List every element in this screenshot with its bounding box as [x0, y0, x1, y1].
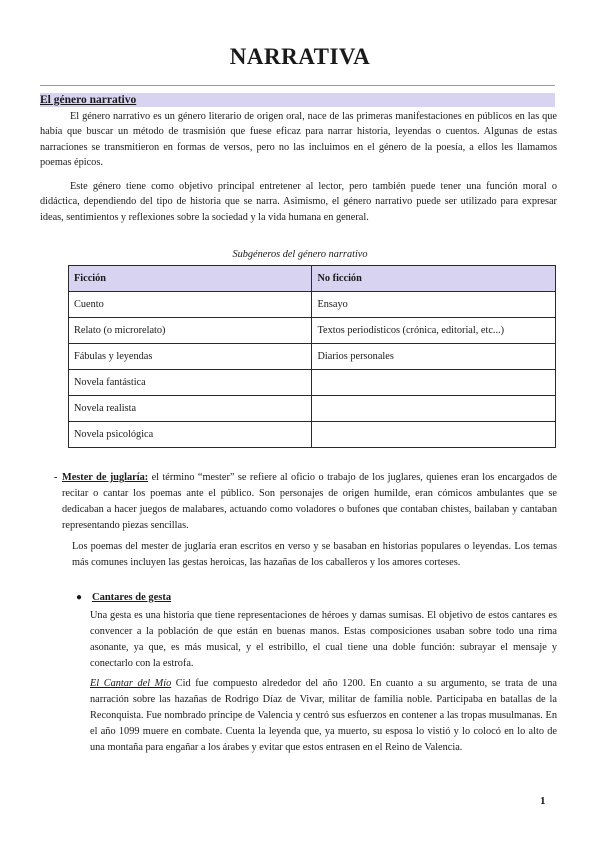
cantar-summary: Cid fue compuesto alrededor del año 1200. En cuanto a su argumento, se trata de una narración sobre las hazañas de Rodrigo Díaz de Vivar, militar de familia noble. Participaba en batallas de la Reconquista. Fue nombrado príncipe de Valencia y centró sus esfuerzos en contener a las tropas musulmanas. En el año 1099 muere en combate. Cuenta la leyenda que, ya muerto, su esposa lo vistió y lo colocó en lo alto de una montaña para engañar a los árabes y evitar que estos entrasen en el Reino de Valencia.: [90, 678, 557, 753]
mester-juglaria-paragraph: [54, 470, 557, 534]
page-number: 1: [540, 795, 546, 807]
header-ficcion: Ficción: [69, 266, 312, 292]
cantares-paragraph-2: [90, 676, 557, 756]
section-heading-text: El género narrativo: [40, 94, 137, 106]
bullet-icon: ●: [76, 592, 83, 603]
title-divider: [40, 85, 555, 86]
table-row: [69, 344, 556, 370]
table-cell: [312, 370, 556, 396]
table-cell: [312, 422, 556, 448]
table-cell: Textos periodísticos (crónica, editorial, etc...): [312, 318, 556, 344]
table-caption: Subgéneros del género narrativo: [232, 249, 368, 260]
table-row: [69, 370, 556, 396]
cantares-heading: [76, 592, 172, 603]
table-cell: Diarios personales: [312, 344, 556, 370]
table-row: [69, 318, 556, 344]
cantares-heading-text: Cantares de gesta: [92, 592, 172, 603]
intro-paragraph-1: El género narrativo es un género literario de origen oral, nace de las primeras manifestaciones en públicos en las que había que buscar un método de trasmisión que fuese eficaz para narrar historia, leyendas o cuentos. Algunas de estas narraciones se transmitieron en formas de versos, pero no las incluimos en el género de la poesía, a ellos les llamamos poemas épicos.: [40, 111, 557, 169]
page-title: NARRATIVA: [229, 44, 371, 69]
work-title: El Cantar del Mío: [90, 678, 172, 689]
header-no-ficcion: No ficción: [312, 266, 556, 292]
mester-juglaria-definition: el término “mester” se refiere al oficio o trabajo de los juglares, quienes eran los encargados de recitar o cantar los poemas ante el público. Son personajes de origen humilde, eran cómicos ambulantes que se dedicaban a hacer juegos de malabares, actuando como voladores o bufones que contaban chistes, bailaban y cantaban representando piezas sencillas.: [62, 472, 557, 531]
subgenres-table: [68, 265, 556, 448]
table-cell: Cuento: [69, 292, 312, 318]
table-row: [69, 396, 556, 422]
table-cell: Novela psicológica: [69, 422, 312, 448]
table-cell: Relato (o microrelato): [69, 318, 312, 344]
table-cell: [312, 396, 556, 422]
list-dash: -: [54, 472, 58, 483]
mester-juglaria-term: Mester de juglaría:: [62, 472, 149, 483]
mester-poems-paragraph: Los poemas del mester de juglaría eran escritos en verso y se basaban en historias populares o leyendas. Los temas más comunes incluyen las gestas heroicas, las hazañas de los caballeros y los amores corteses.: [72, 541, 557, 568]
table-cell: Novela realista: [69, 396, 312, 422]
table-cell: Ensayo: [312, 292, 556, 318]
table-cell: Fábulas y leyendas: [69, 344, 312, 370]
table-row: [69, 422, 556, 448]
intro-paragraph-2: Este género tiene como objetivo principal entretener al lector, pero también puede tener una función moral o didáctica, dependiendo del tipo de historia que se narra. Asimismo, el género narrativo puede ser utilizado para expresar ideas, sentimientos y reflexiones sobre la sociedad y la vida humana en general.: [40, 181, 557, 223]
table-header-row: [69, 266, 556, 292]
table-row: [69, 292, 556, 318]
table-cell: Novela fantástica: [69, 370, 312, 396]
section-heading: [40, 93, 555, 107]
cantares-paragraph-1: Una gesta es una historia que tiene representaciones de héroes y damas sumisas. El objetivo de estos cantares es convencer a la población de que están en buenas manos. Estas composiciones usaban sobre todo una rima asonante, ya que, es más musical, y el estribillo, el cual tiene una doble función: subrayar el mensaje y conectarlo con la estrofa.: [90, 610, 557, 669]
